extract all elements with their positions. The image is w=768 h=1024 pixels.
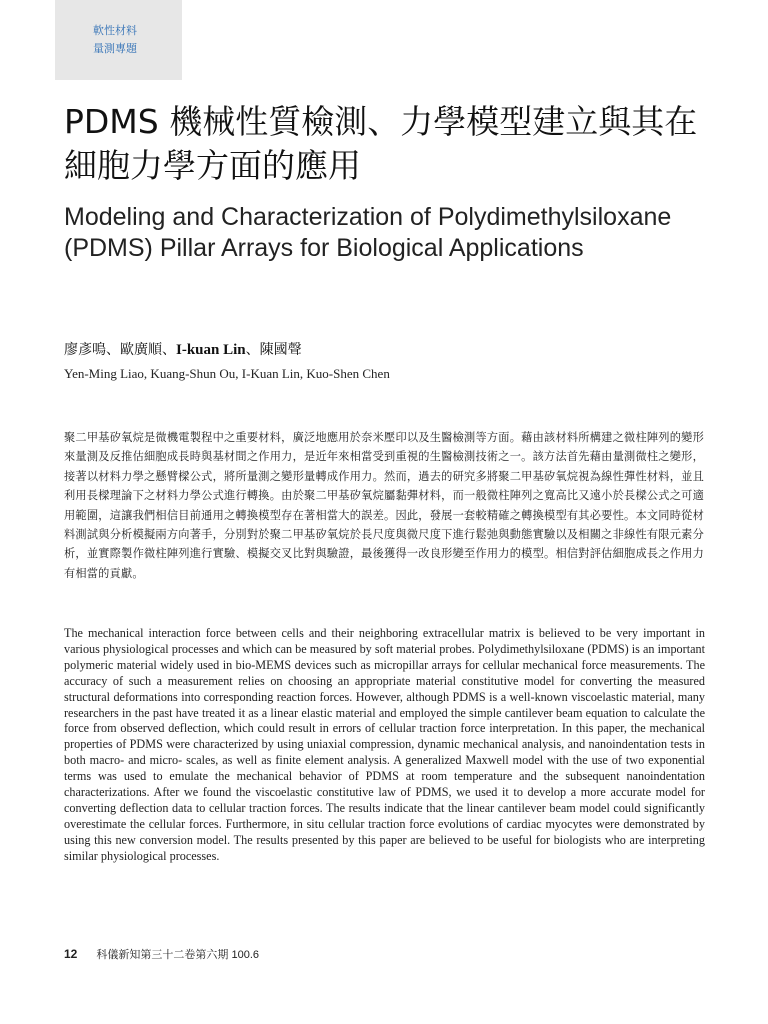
section-tag-line2: 量測專題 [93, 42, 137, 55]
title-chinese: PDMS 機械性質檢測、力學模型建立與其在細胞力學方面的應用 [64, 102, 698, 185]
page-footer [64, 946, 259, 962]
author-4: 陳國聲 [259, 342, 302, 358]
author-1: 廖彥鳴 [64, 342, 106, 358]
page-number: 12 [64, 947, 78, 961]
author-separator: 、 [162, 342, 176, 358]
abstract-english: The mechanical interaction force between cells and their neighboring extracellular matrix is believed to be very important in various physiological processes and which can be measured by soft material probes. Polydimethylsiloxane (PDMS) is an important polymeric material widely used in bio-MEMS devices such as micropillar arrays for cellular mechanical force measurements. The accuracy of such a measurement relies on choosing an appropriate material constitutive model for converting the measured structural deformations into corresponding reaction forces. However, although PDMS is a well-known viscoelastic material, many researchers in the past have treated it as a linear elastic material and employed the simple cantilever beam equation to calculate the force from observed deflection, which could result in errors of cellular traction force interpretation. In this paper, the mechanical properties of PDMS were characterized by using uniaxial compression, dynamic mechanical analysis, and nanoindentation tests in both macro- and micro- scales, as well as finite element analysis. A generalized Maxwell model with the use of two exponential terms was used to emulate the mechanical behavior of PDMS at room temperature and the subsequent nanoindentation characterizations. After we found the viscoelastic constitutive law of PDMS, we used it to develop a more accurate model for converting deflection data to cellular traction forces. The results indicate that the linear cantilever beam model could significantly overestimate the cellular forces. Furthermore, in situ cellular traction force evolutions of cardiac myocytes were demonstrated by using this new conversion model. The results presented by this paper are believed to be useful for biologists who are interpreting similar physiological processes. [64, 626, 705, 863]
journal-info: 科儀新知第三十二卷第六期 100.6 [96, 949, 260, 961]
section-tag [55, 0, 182, 80]
author-separator: 、 [245, 342, 260, 358]
authors-chinese [64, 339, 302, 359]
author-separator: 、 [106, 342, 120, 358]
author-2: 歐廣順 [120, 342, 162, 358]
title-english: Modeling and Characterization of Polydimethylsiloxane (PDMS) Pillar Arrays for Biological Applications [64, 203, 672, 262]
section-tag-line1: 軟性材料 [93, 24, 137, 37]
abstract-chinese: 聚二甲基矽氧烷是微機電製程中之重要材料，廣泛地應用於奈米壓印以及生醫檢測等方面。藉由該材料所構建之微柱陣列的變形來量測及反推估細胞成長時與基材間之作用力，是近年來相當受到重視的生醫檢測技術之一。該方法首先藉由量測微柱之變形，接著以材料力學之懸臂樑公式，將所量測之變形量轉成作用力。然而，過去的研究多將聚二甲基矽氧烷視為線性彈性材料，並且利用長樑理論下之材料力學公式進行轉換。由於聚二甲基矽氧烷屬黏彈材料，而一般微柱陣列之寬高比又遠小於長樑公式之可適用範圍，這讓我們相信目前通用之轉換模型存在著相當大的誤差。因此，發展一套較精確之轉換模型有其必要性。本文同時從材料測試與分析模擬兩方向著手，分別對於聚二甲基矽氧烷於長尺度與微尺度下進行鬆弛與動態實驗以及相關之非線性有限元素分析，並實際製作微柱陣列進行實驗、模擬交叉比對與驗證，最後獲得一改良形變至作用力的模型。相信對評估細胞成長之作用力有相當的貢獻。 [64, 431, 704, 580]
authors-english: Yen-Ming Liao, Kuang-Shun Ou, I-Kuan Lin, Kuo-Shen Chen [64, 366, 390, 381]
author-3: I-kuan Lin [176, 342, 246, 358]
